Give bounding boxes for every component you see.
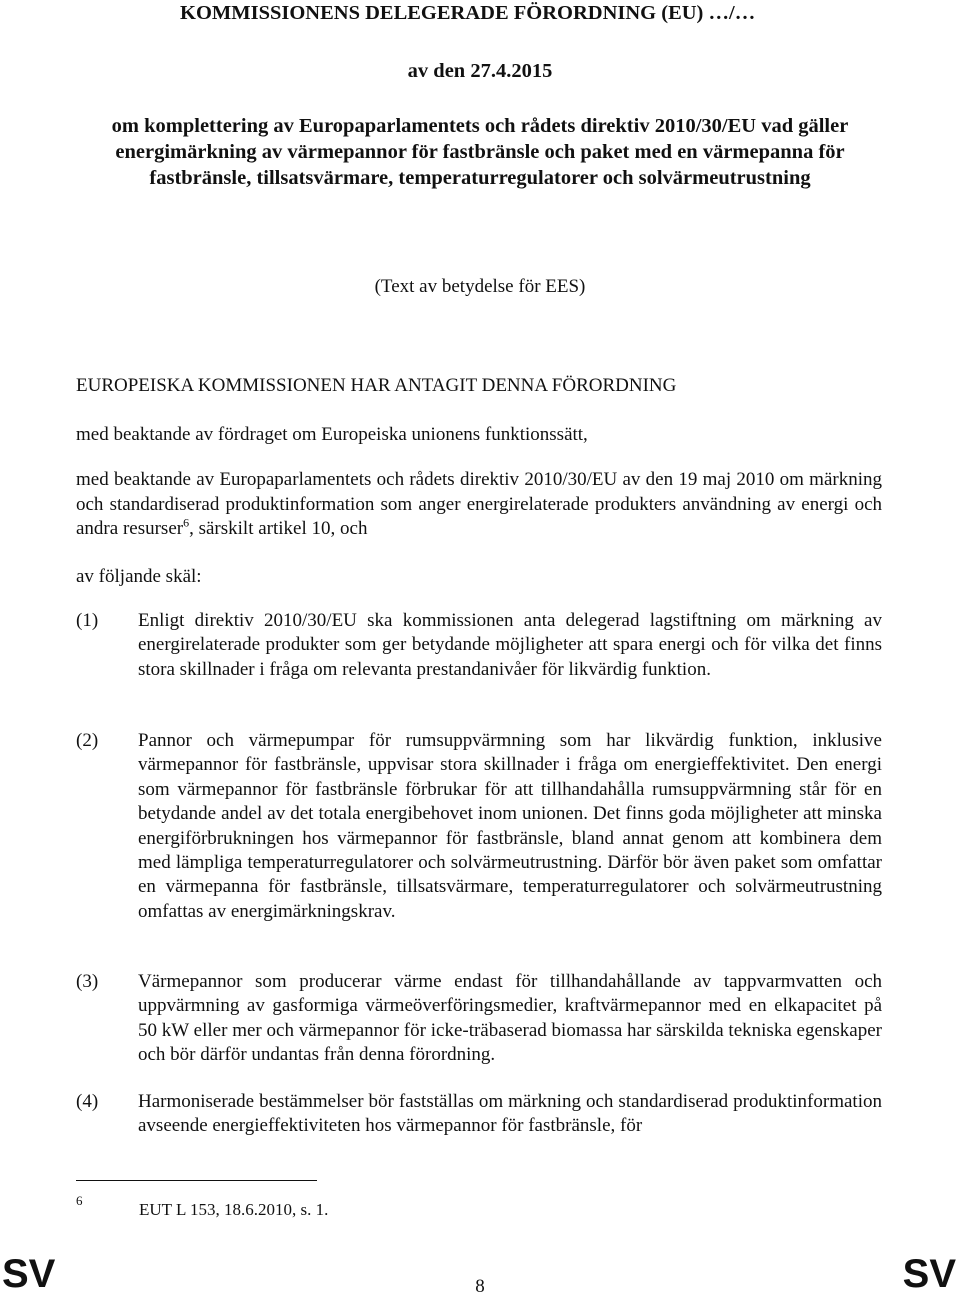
recital-number: (4): [76, 1091, 99, 1112]
recital-number: (1): [76, 610, 99, 631]
document-subject: om komplettering av Europaparlamentets och rådets direktiv 2010/30/EU vad gäller energimärkning av värmepannor för fastbränsle och paket med en värmepanna för fastbränsle, tillsatsvärmare, temperaturregulatorer och solvärmeutrustning: [111, 115, 849, 189]
recital-text: Enligt direktiv 2010/30/EU ska kommissionen anta delegerad lagstiftning om märkning av energirelaterade produkter som ger betydande möjligheter att spara energi och för vilka det finns stora skillnader i fråga om relevanta prestandanivåer för likvärdig funktion.: [138, 610, 882, 680]
page-number: 8: [475, 1276, 485, 1297]
recital-text: Värmepannor som producerar värme endast för tillhandahållande av tappvarmvatten och uppvärmning av gasformiga värmeöverföringsmedier, kraftvärmepannor med en elkapacitet på 50 kW eller mer och värmepannor för icke-träbaserad biomassa har särskilda tekniska egenskaper och bör därför undantas från denna förordning.: [138, 971, 882, 1066]
language-code-left: SV: [2, 1252, 56, 1296]
eea-relevance: (Text av betydelse för EES): [374, 276, 586, 297]
whereas-intro: av följande skäl:: [76, 566, 202, 587]
document-date: av den 27.4.2015: [407, 60, 553, 82]
citation-treaty: med beaktande av fördraget om Europeiska unionens funktionssätt,: [76, 424, 588, 445]
adopted-statement: EUROPEISKA KOMMISSIONEN HAR ANTAGIT DENNA FÖRORDNING: [76, 375, 677, 396]
recital-text: Pannor och värmepumpar för rumsuppvärmning som har likvärdig funktion, inklusive värmepannor för fastbränsle, uppvisar stora skillnader i fråga om energieffektivitet. Den energi som värmepannor för fastbränsle förbrukar för att tillhandahålla rumsuppvärmning står för en betydande andel av det totala energibehovet inom unionen. Det finns goda möjligheter att minska energiförbrukningen hos värmepannor för fastbränsle, bland annat genom att kombinera dem med lämpliga temperaturregulatorer och solvärmeutrustning. Därför bör även paket som omfattar en värmepanna för fastbränsle, tillsatsvärmare, temperaturregulatorer och solvärmeutrustning omfattas av energimärkningskrav.: [138, 730, 882, 922]
recital-number: (3): [76, 971, 99, 992]
footnote-reference: 6: [183, 515, 190, 530]
recital-number: (2): [76, 730, 99, 751]
footnote-text: EUT L 153, 18.6.2010, s. 1.: [139, 1200, 329, 1219]
citation-directive: [76, 468, 882, 542]
footnote-number: 6: [76, 1193, 83, 1208]
language-code-right: SV: [902, 1252, 956, 1296]
footnote-divider: [76, 1180, 317, 1181]
recital-text: Harmoniserade bestämmelser bör fastställas om märkning och standardiserad produktinformation avseende energieffektiviteten hos värmepannor för fastbränsle, för: [138, 1091, 882, 1137]
document-title: KOMMISSIONENS DELEGERADE FÖRORDNING (EU) …/…: [180, 2, 756, 24]
citation-directive-text: med beaktande av Europaparlamentets och rådets direktiv 2010/30/EU av den 19 maj 2010 om märkning och standardiserad produktinformation som anger energirelaterade produkters användning av energi och andra resurser: [76, 469, 882, 539]
citation-directive-end: , särskilt artikel 10, och: [189, 518, 368, 539]
